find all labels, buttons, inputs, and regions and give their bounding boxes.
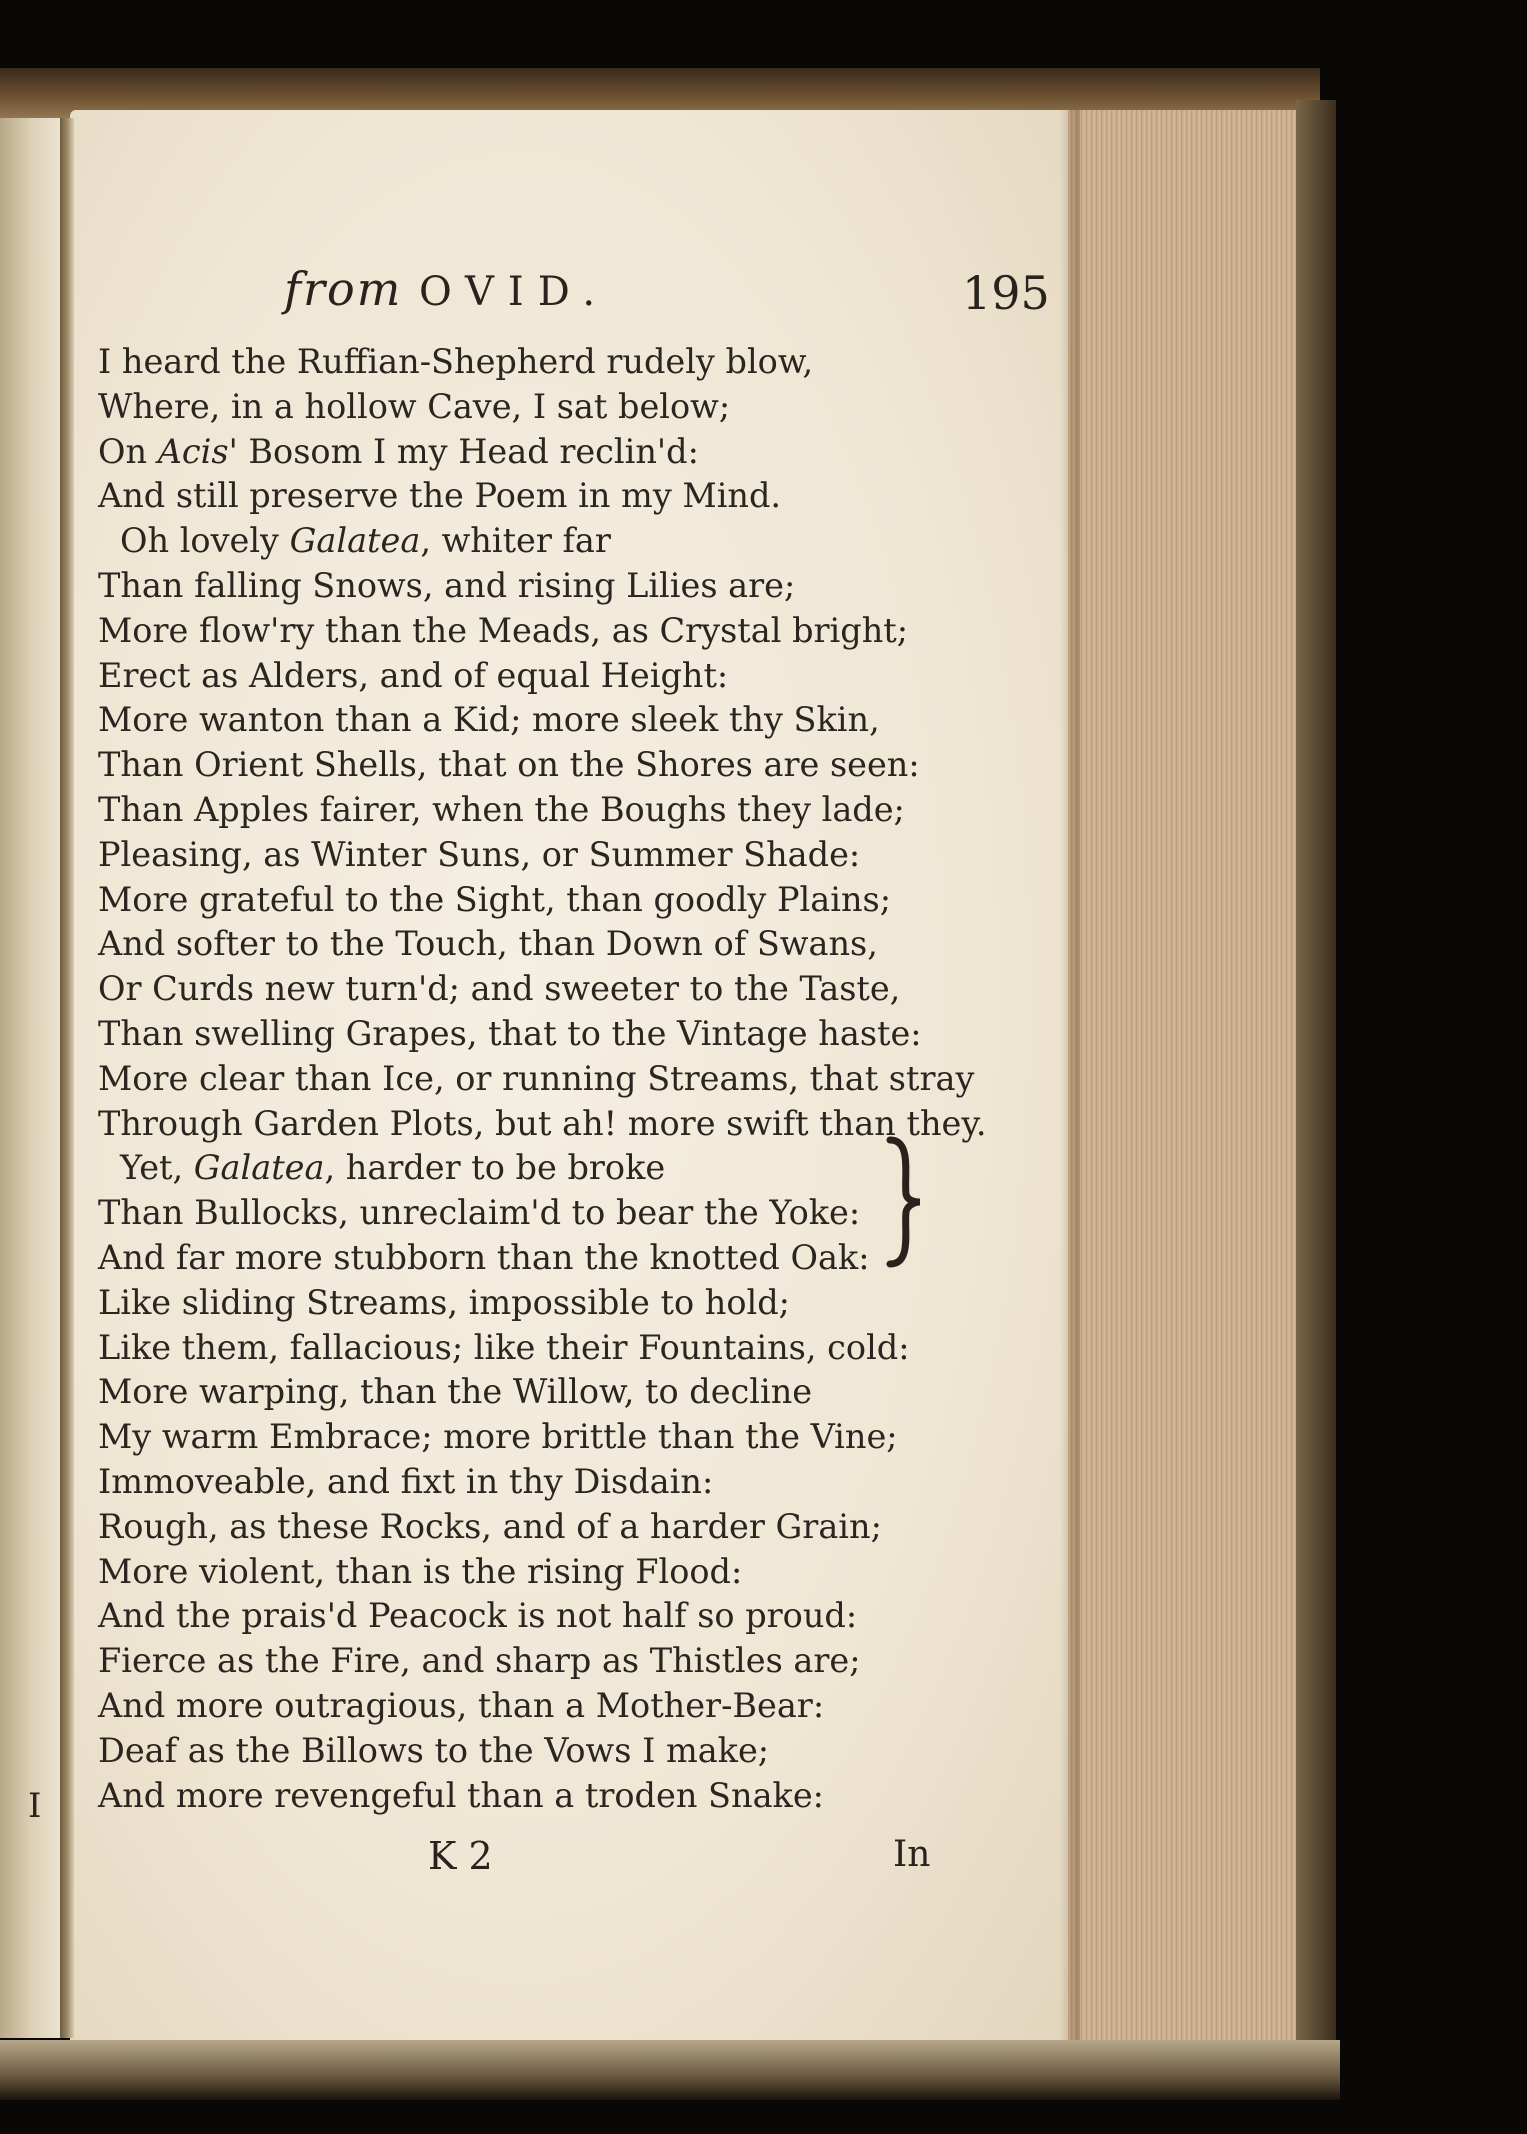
poem-line: And still preserve the Poem in my Mind. (98, 476, 782, 516)
poem-line: Like them, fallacious; like their Fountains, cold: (98, 1327, 910, 1367)
running-head (284, 262, 609, 316)
fore-edge-shadow (1060, 110, 1080, 2060)
poem-line: Oh lovely Galatea, whiter far (120, 521, 611, 561)
poem-line: More wanton than a Kid; more sleek thy Skin, (98, 700, 880, 740)
poem-line: And softer to the Touch, than Down of Swans, (98, 924, 878, 964)
poem-line: More flow'ry than the Meads, as Crystal bright; (98, 610, 909, 650)
poem-line: And far more stubborn than the knotted Oak: (98, 1237, 870, 1277)
poem-line: Than Orient Shells, that on the Shores are seen: (98, 745, 920, 785)
poem-line: Immoveable, and fixt in thy Disdain: (98, 1461, 714, 1501)
page-number: 195 (962, 266, 1050, 320)
poem-line: And more revengeful than a troden Snake: (98, 1775, 824, 1815)
poem-line: My warm Embrace; more brittle than the Vine; (98, 1417, 898, 1457)
poem-line: Where, in a hollow Cave, I sat below; (98, 386, 731, 426)
running-head-name: OVID. (418, 269, 610, 315)
book-bottom-edge (0, 2040, 1340, 2100)
poem-line: Like sliding Streams, impossible to hold; (98, 1282, 790, 1322)
poem-line: Erect as Alders, and of equal Height: (98, 655, 729, 695)
running-head-prefix: from (284, 262, 403, 316)
poem-line: Pleasing, as Winter Suns, or Summer Shade: (98, 834, 861, 874)
page-header (0, 262, 1527, 332)
catchword: In (893, 1834, 931, 1875)
poem-line: I heard the Ruffian-Shepherd rudely blow, (98, 342, 814, 381)
poem-line: Rough, as these Rocks, and of a harder Grain; (98, 1506, 882, 1546)
poem-line: Yet, Galatea, harder to be broke (120, 1148, 666, 1188)
poem-line: Than Apples fairer, when the Boughs they lade; (98, 789, 905, 829)
poem-line: And more outragious, than a Mother-Bear: (98, 1685, 825, 1725)
gutter (60, 118, 74, 2038)
fore-edge (1068, 110, 1300, 2060)
poem-body (98, 340, 998, 1818)
poem-line: More clear than Ice, or running Streams, that stray (98, 1058, 975, 1098)
poem-line: More violent, than is the rising Flood: (98, 1551, 743, 1591)
poem-line: More grateful to the Sight, than goodly Plains; (98, 879, 891, 919)
poem-line: Or Curds new turn'd; and sweeter to the Taste, (98, 969, 901, 1009)
poem-line: Through Garden Plots, but ah! more swift than they. (98, 1103, 987, 1143)
triplet-brace-icon (882, 1136, 928, 1268)
page-footer (0, 1834, 1527, 1894)
poem-line: Than falling Snows, and rising Lilies are; (98, 565, 796, 605)
poem-line: On Acis' Bosom I my Head reclin'd: (98, 431, 699, 471)
signature-mark: K 2 (428, 1834, 493, 1878)
cover-board (1296, 100, 1336, 2075)
poem-line: Than swelling Grapes, that to the Vintage haste: (98, 1013, 922, 1053)
poem-line: And the prais'd Peacock is not half so proud: (98, 1596, 858, 1636)
facing-page-edge (0, 118, 68, 2038)
poem-line: Than Bullocks, unreclaim'd to bear the Yoke: (98, 1193, 861, 1233)
margin-mark: I (28, 1786, 42, 1826)
poem-line: Deaf as the Billows to the Vows I make; (98, 1730, 770, 1770)
poem-line: More warping, than the Willow, to decline (98, 1372, 813, 1412)
poem-line: Fierce as the Fire, and sharp as Thistles are; (98, 1641, 861, 1681)
